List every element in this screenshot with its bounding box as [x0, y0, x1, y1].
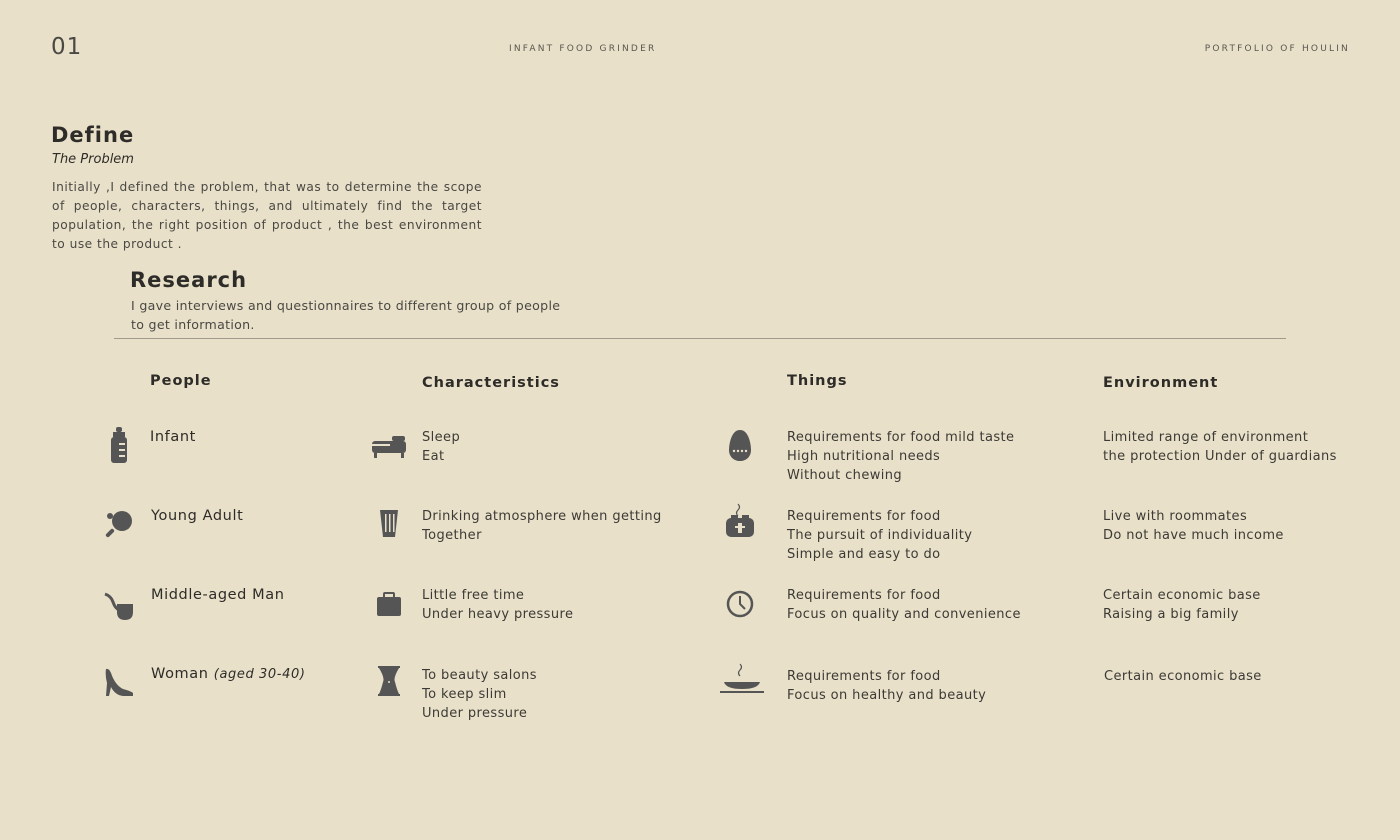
things-line: High nutritional needs: [787, 449, 941, 464]
characteristics-line: Sleep: [422, 430, 461, 445]
environment-line: Live with roommates: [1103, 509, 1248, 524]
people-label: [151, 666, 306, 682]
page-number: 01: [51, 34, 83, 60]
people-label-text: Woman: [151, 666, 209, 682]
column-header-people: People: [150, 373, 212, 389]
research-line: I gave interviews and questionnaires to different group of people: [131, 298, 561, 313]
briefcase-icon: [371, 587, 407, 623]
things-line: Requirements for food: [787, 588, 941, 603]
characteristics-line: Eat: [422, 449, 445, 464]
research-paragraph: [131, 296, 591, 334]
environment-cell: [1103, 428, 1337, 466]
column-header-characteristics: Characteristics: [422, 375, 560, 391]
environment-line: Certain economic base: [1103, 588, 1261, 603]
ping-pong-paddle-icon: [101, 507, 137, 543]
characteristics-line: To keep slim: [422, 687, 507, 702]
baby-bottle-icon: [101, 427, 137, 463]
things-cell: [787, 507, 972, 564]
things-line: Simple and easy to do: [787, 547, 941, 562]
characteristics-line: Together: [422, 528, 482, 543]
things-line: Focus on healthy and beauty: [787, 688, 987, 703]
egg-icon: [722, 427, 758, 463]
smoking-pipe-icon: [101, 588, 137, 624]
steaming-dish-icon: [718, 662, 766, 698]
portfolio-title: PORTFOLIO OF HOULIN: [1204, 44, 1350, 54]
characteristics-cell: [422, 428, 460, 466]
bed-icon: [371, 430, 407, 466]
people-label: Middle-aged Man: [151, 587, 285, 603]
column-header-environment: Environment: [1103, 375, 1219, 391]
things-cell: [787, 586, 1021, 624]
environment-line: Raising a big family: [1103, 607, 1239, 622]
environment-line: Certain economic base: [1104, 669, 1262, 684]
people-label: Young Adult: [151, 508, 244, 524]
people-label: Infant: [150, 429, 196, 445]
characteristics-cell: [422, 586, 573, 624]
things-line: Requirements for food: [787, 509, 941, 524]
clock-icon: [722, 586, 758, 622]
define-heading: Define: [51, 123, 135, 147]
environment-cell: [1104, 667, 1262, 686]
define-paragraph: Initially ,I defined the problem, that was to determine the scope of people, characters, things, and ultimately find the target population, the right position of product , the best environment to use the product .: [52, 180, 482, 251]
characteristics-line: Drinking atmosphere when getting: [422, 509, 662, 524]
research-line: to get information.: [131, 317, 255, 332]
drinking-glass-icon: [371, 506, 407, 542]
environment-line: Limited range of environment: [1103, 430, 1309, 445]
waist-icon: [371, 664, 407, 700]
things-cell: [787, 428, 1014, 485]
environment-line: Do not have much income: [1103, 528, 1284, 543]
things-line: The pursuit of individuality: [787, 528, 973, 543]
things-cell: [787, 667, 986, 705]
characteristics-line: Under heavy pressure: [422, 607, 574, 622]
things-line: Requirements for food: [787, 669, 941, 684]
environment-cell: [1103, 586, 1261, 624]
divider: [114, 338, 1286, 339]
column-header-things: Things: [787, 373, 848, 389]
define-subtitle: The Problem: [52, 152, 134, 167]
high-heel-icon: [101, 665, 137, 701]
things-line: Focus on quality and convenience: [787, 607, 1021, 622]
project-title: INFANT FOOD GRINDER: [509, 44, 657, 54]
characteristics-cell: [422, 666, 537, 723]
characteristics-cell: [422, 507, 662, 545]
toaster-icon: [722, 503, 758, 539]
characteristics-line: Little free time: [422, 588, 525, 603]
environment-line: the protection Under of guardians: [1103, 449, 1337, 464]
people-age-note: (aged 30-40): [213, 667, 306, 682]
things-line: Without chewing: [787, 468, 903, 483]
characteristics-line: Under pressure: [422, 706, 528, 721]
research-heading: Research: [130, 268, 248, 292]
environment-cell: [1103, 507, 1284, 545]
things-line: Requirements for food mild taste: [787, 430, 1015, 445]
characteristics-line: To beauty salons: [422, 668, 537, 683]
